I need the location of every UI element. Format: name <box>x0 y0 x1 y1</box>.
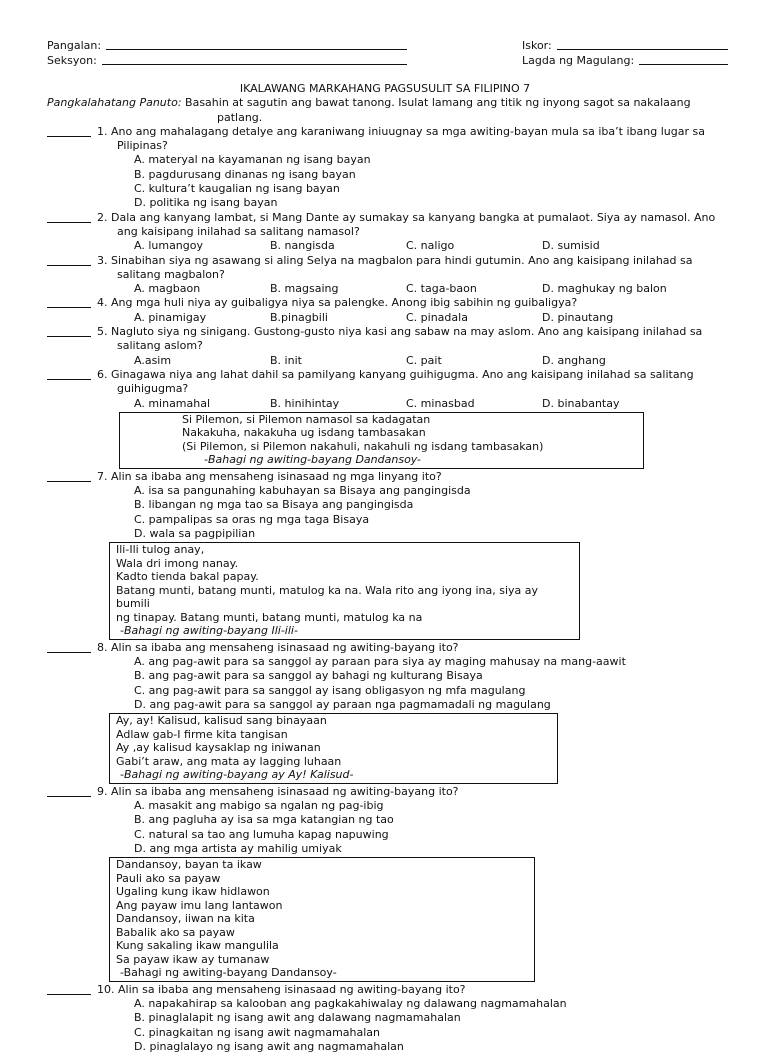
option: B. magsaing <box>270 282 339 296</box>
question-6 <box>47 368 723 397</box>
option: B. init <box>270 353 302 367</box>
option: A.asim <box>134 353 172 367</box>
option: A. lumangoy <box>134 239 204 253</box>
option: B. ang pagluha ay isa sa mga katangian ng tao <box>134 813 394 827</box>
question-10-text: 10. Alin sa ibaba ang mensaheng isinasaad ng awiting-bayang ito? <box>97 982 466 996</box>
option: A. magbaon <box>134 282 201 296</box>
song-excerpt-box-4 <box>109 857 535 982</box>
option: C. natural sa tao ang lumuha kapag napuwing <box>134 827 389 841</box>
song-line: Nakakuha, nakakuha ug isdang tambasakan <box>182 426 426 440</box>
question-3-text: 3. Sinabihan siya ng asawang si aling Selya na magbalon para hindi gutumin. Ano ang kaisipang inilahad sa <box>97 253 693 267</box>
question-1-text: 1. Ano ang mahalagang detalye ang karaniwang iniuugnay sa mga awiting-bayan mula sa iba’t ibang lugar sa <box>97 124 705 138</box>
song-line: Gabi’t araw, ang mata ay lagging luhaan <box>116 754 342 768</box>
song-excerpt-box-1 <box>119 412 644 469</box>
question-2 <box>47 211 723 240</box>
song-source: -Bahagi ng awiting-bayang Dandansoy- <box>120 966 337 980</box>
iskor-field <box>522 38 728 53</box>
header-row-2 <box>47 53 728 68</box>
song-source: -Bahagi ng awiting-bayang Dandansoy- <box>204 453 421 467</box>
question-4 <box>47 296 723 310</box>
exam-header <box>47 38 728 70</box>
answer-blank-4[interactable] <box>47 307 91 308</box>
question-1-text-cont: Pilipinas? <box>117 139 168 153</box>
song-line: Si Pilemon, si Pilemon namasol sa kadagatan <box>182 412 431 426</box>
iskor-line[interactable] <box>557 38 728 50</box>
song-line: Ay, ay! Kalisud, kalisud sang binayaan <box>116 714 327 728</box>
iskor-label: Iskor: <box>522 39 552 52</box>
option: C. pinadala <box>406 310 468 324</box>
option: D. maghukay ng balon <box>542 282 667 296</box>
question-4-options <box>47 311 723 325</box>
answer-blank-10[interactable] <box>47 994 91 995</box>
song-line: Dandansoy, bayan ta ikaw <box>116 858 262 872</box>
song-line: Ugaling kung ikaw hidlawon <box>116 885 270 899</box>
answer-blank-7[interactable] <box>47 481 91 482</box>
seksyon-line[interactable] <box>102 53 407 65</box>
lagda-field <box>522 53 728 68</box>
instructions-text-2: patlang. <box>217 110 263 124</box>
answer-blank-8[interactable] <box>47 652 91 653</box>
option: C. pinagkaitan ng isang awit nagmamahalan <box>134 1025 381 1039</box>
option: A. materyal na kayamanan ng isang bayan <box>134 153 371 167</box>
song-line: Adlaw gab-I firme kita tangisan <box>116 727 288 741</box>
question-7-options <box>47 484 723 541</box>
answer-blank-1[interactable] <box>47 136 91 137</box>
option: C. taga-baon <box>406 282 477 296</box>
question-3-options <box>47 282 723 296</box>
option: A. masakit ang mabigo sa ngalan ng pag-ibig <box>134 799 384 813</box>
lagda-label: Lagda ng Magulang: <box>522 54 635 67</box>
seksyon-field <box>47 53 407 68</box>
question-7-text: 7. Alin sa ibaba ang mensaheng isinasaad ng mga linyang ito? <box>97 469 442 483</box>
question-8 <box>47 641 723 655</box>
answer-blank-6[interactable] <box>47 379 91 380</box>
question-9-options <box>47 799 723 856</box>
song-line: Ay ,ay kalisud kaysaklap ng iniwanan <box>116 741 321 755</box>
answer-blank-5[interactable] <box>47 336 91 337</box>
pangalan-field <box>47 38 407 53</box>
song-line: Pauli ako sa payaw <box>116 871 221 885</box>
option: D. sumisid <box>542 239 600 253</box>
option: B. libangan ng mga tao sa Bisaya ang pangingisda <box>134 498 414 512</box>
option: C. pampalipas sa oras ng mga taga Bisaya <box>134 512 370 526</box>
song-line: Batang munti, batang munti, matulog ka na. Wala rito ang iyong ina, siya ay bumili <box>116 583 538 611</box>
option: B. nangisda <box>270 239 335 253</box>
exam-title: IKALAWANG MARKAHANG PAGSUSULIT SA FILIPINO 7 <box>239 82 531 95</box>
song-line: Ili-Ili tulog anay, <box>116 543 205 557</box>
option: D. politika ng isang bayan <box>134 196 278 210</box>
pangalan-label: Pangalan: <box>47 39 102 52</box>
song-line: Kadto tienda bakal papay. <box>116 570 259 584</box>
song-line: ng tinapay. Batang munti, batang munti, matulog ka na <box>116 610 423 624</box>
question-3-text-cont: salitang magbalon? <box>117 267 225 281</box>
question-4-text: 4. Ang mga huli niya ay guibaligya niya sa palengke. Anong ibig sabihin ng guibaligya? <box>97 296 578 310</box>
song-line: (Si Pilemon, si Pilemon nakahuli, nakahuli ng isdang tambasakan) <box>182 439 544 453</box>
song-excerpt-box-2 <box>109 542 580 640</box>
song-line: Kung sakaling ikaw mangulila <box>116 939 279 953</box>
option: C. naligo <box>406 239 455 253</box>
option: D. anghang <box>542 353 606 367</box>
question-1-options <box>47 153 723 210</box>
seksyon-label: Seksyon: <box>47 54 97 67</box>
option: C. kultura’t kaugalian ng isang bayan <box>134 182 340 196</box>
option: D. ang pag-awit para sa sanggol ay paraan nga pagmamadali ng magulang <box>134 698 551 711</box>
question-10-options <box>47 997 723 1054</box>
option: D. wala sa pagpipilian <box>134 527 256 541</box>
option: B. pagdurusang dinanas ng isang bayan <box>134 167 356 181</box>
option: B. ang pag-awit para sa sanggol ay bahagi ng kulturang Bisaya <box>134 669 483 683</box>
option: B. hinihintay <box>270 396 340 410</box>
song-source: -Bahagi ng awiting-bayang ay Ay! Kalisud- <box>120 768 354 782</box>
option: A. isa sa pangunahing kabuhayan sa Bisaya ang pangingisda <box>134 484 471 498</box>
song-line: Dandansoy, iiwan na kita <box>116 912 255 926</box>
option: B. pinaglalapit ng isang awit ang dalawang nagmamahalan <box>134 1011 461 1025</box>
option: A. pinamigay <box>134 310 207 324</box>
question-10 <box>47 983 723 997</box>
question-2-options <box>47 239 723 253</box>
instructions-label: Pangkalahatang Panuto: <box>47 96 182 110</box>
song-line: Sa payaw ikaw ay tumanaw <box>116 952 270 966</box>
pangalan-line[interactable] <box>106 38 407 50</box>
question-5-text: 5. Nagluto siya ng sinigang. Gustong-gusto niya kasi ang sabaw na may aslom. Ano ang kaisipang inilahad sa <box>97 325 703 339</box>
question-2-text: 2. Dala ang kanyang lambat, si Mang Dante ay sumakay sa kanyang bangka at pumalaot. Siya ay namasol. Ano <box>97 210 716 224</box>
question-7 <box>47 470 723 484</box>
question-5-options <box>47 354 723 368</box>
option: D. pinaglalayo ng isang awit ang nagmamahalan <box>134 1039 404 1053</box>
option: C. pait <box>406 353 442 367</box>
option: A. minamahal <box>134 396 211 410</box>
question-6-text-cont: guihigugma? <box>117 382 189 396</box>
question-3 <box>47 254 723 283</box>
question-8-options <box>47 655 723 712</box>
song-line: Ang payaw imu lang lantawon <box>116 898 283 912</box>
question-1 <box>47 125 723 154</box>
question-6-text: 6. Ginagawa niya ang lahat dahil sa pamilyang kanyang guihigugma. Ano ang kaisipang inilahad sa salitang <box>97 367 694 381</box>
answer-blank-3[interactable] <box>47 265 91 266</box>
instructions-text-1: Basahin at sagutin ang bawat tanong. Isulat lamang ang titik ng inyong sagot sa nakalaang <box>185 96 691 110</box>
option: D. ang mga artista ay mahilig umiyak <box>134 841 342 855</box>
question-8-text: 8. Alin sa ibaba ang mensaheng isinasaad ng awiting-bayang ito? <box>97 640 459 654</box>
question-5 <box>47 325 723 354</box>
option: C. minasbad <box>406 396 475 410</box>
instructions <box>47 96 723 125</box>
question-9 <box>47 785 723 799</box>
answer-blank-2[interactable] <box>47 222 91 223</box>
option: B.pinagbili <box>270 310 328 324</box>
exam-content <box>47 82 723 1054</box>
song-line: Wala dri imong nanay. <box>116 556 239 570</box>
header-row-1 <box>47 38 728 53</box>
song-source: -Bahagi ng awiting-bayang Ili-ili- <box>120 624 298 638</box>
question-6-options <box>47 397 723 411</box>
option: D. binabantay <box>542 396 620 410</box>
question-5-text-cont: salitang aslom? <box>117 339 203 353</box>
song-line: Babalik ako sa payaw <box>116 925 235 939</box>
option: D. pinautang <box>542 310 614 324</box>
lagda-line[interactable] <box>639 53 728 65</box>
option: A. napakahirap sa kalooban ang pagkakahiwalay ng dalawang nagmamahalan <box>134 997 567 1011</box>
song-excerpt-box-3 <box>109 713 558 784</box>
option: C. ang pag-awit para sa sanggol ay isang obligasyon ng mfa magulang <box>134 683 526 697</box>
question-9-text: 9. Alin sa ibaba ang mensaheng isinasaad ng awiting-bayang ito? <box>97 784 459 798</box>
question-2-text-cont: ang kaisipang inilahad sa salitang namasol? <box>117 224 360 238</box>
option: A. ang pag-awit para sa sanggol ay paraan para siya ay maging mahusay na mang-aawit <box>134 655 626 669</box>
answer-blank-9[interactable] <box>47 796 91 797</box>
